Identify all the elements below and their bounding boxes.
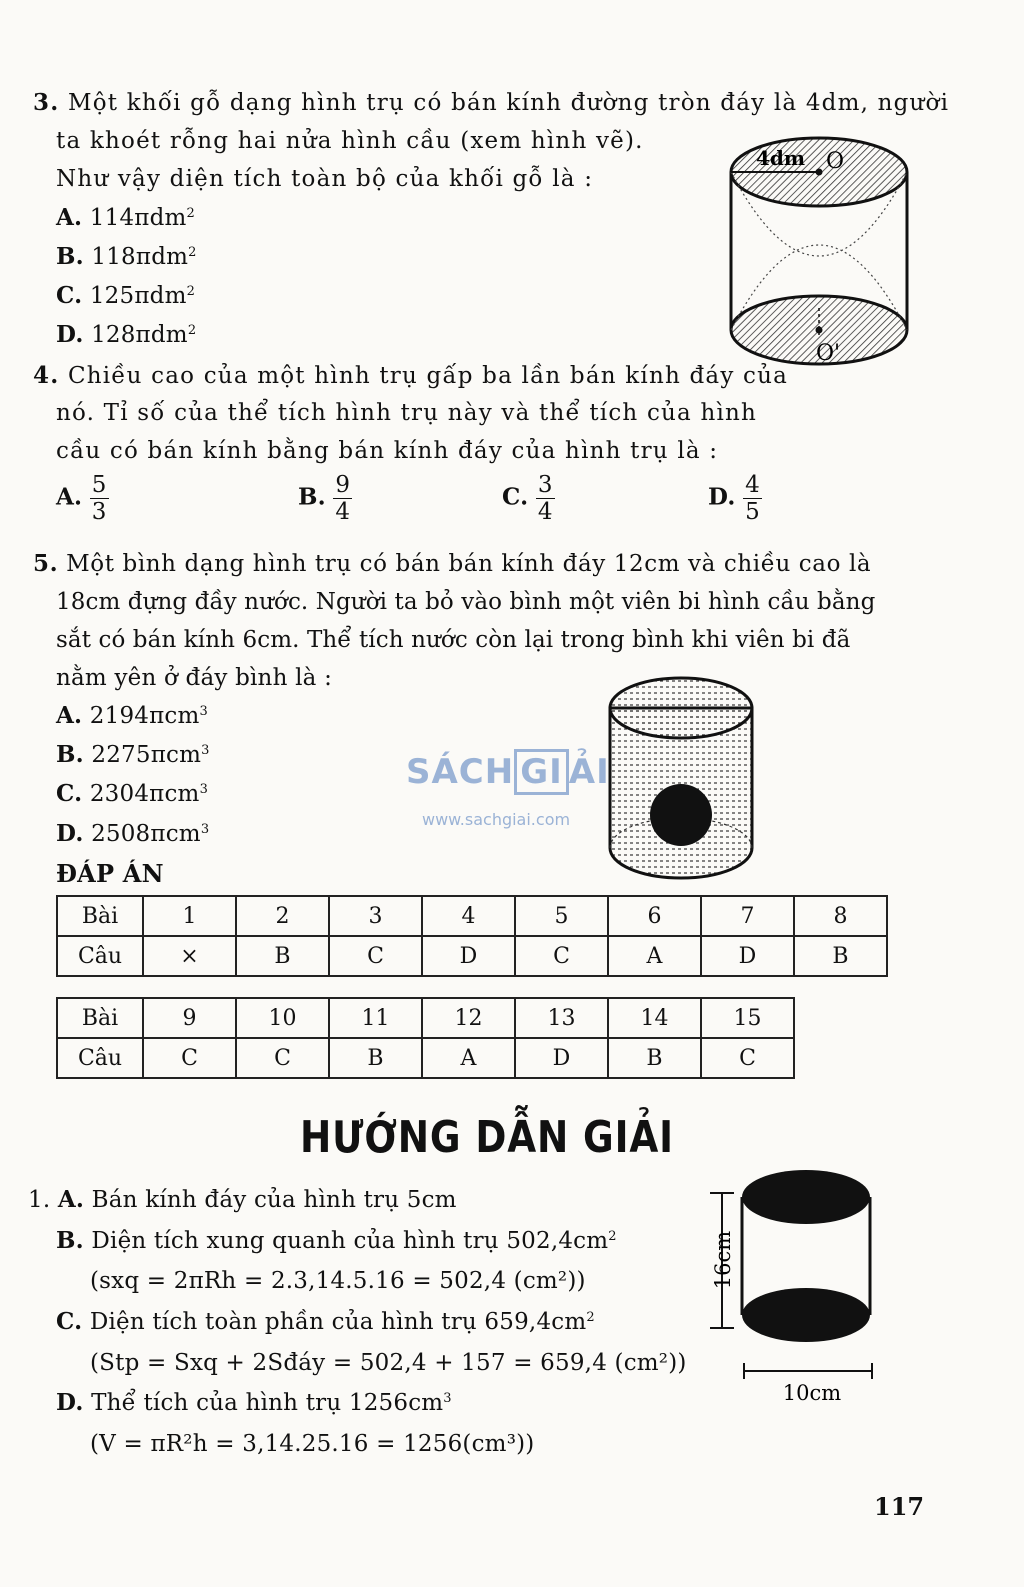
table-cell: 14 xyxy=(608,998,701,1038)
table-cell: D xyxy=(515,1038,608,1078)
table-row xyxy=(57,1038,794,1078)
table-cell: D xyxy=(701,936,794,976)
q4-line1 xyxy=(33,357,788,395)
table-row xyxy=(57,936,887,976)
q5-text-1: Một bình dạng hình trụ có bán bán kính đáy 12cm và chiều cao là xyxy=(66,551,872,577)
table-cell: A xyxy=(608,936,701,976)
q4-option-b: B. $\frac{9}{4}$ xyxy=(298,472,351,525)
q3-line3: Như vậy diện tích toàn bộ của khối gỗ là : xyxy=(56,166,594,192)
table-cell: 2 xyxy=(236,896,329,936)
iron-ball xyxy=(650,784,712,846)
table-cell: 5 xyxy=(515,896,608,936)
guide-item-a: 1. A. Bán kính đáy của hình trụ 5cm xyxy=(28,1186,457,1213)
q4-line3: cầu có bán kính bằng bán kính đáy của hình trụ là : xyxy=(56,438,719,464)
table-cell: 1 xyxy=(143,896,236,936)
table-cell: × xyxy=(143,936,236,976)
table-cell: 10 xyxy=(236,998,329,1038)
table-cell: C xyxy=(236,1038,329,1078)
q4-text-1: Chiều cao của một hình trụ gấp ba lần bán kính đáy của xyxy=(67,363,789,389)
row-header: Bài xyxy=(57,998,143,1038)
table-cell: 15 xyxy=(701,998,794,1038)
table-row xyxy=(57,998,794,1038)
answer-table-2 xyxy=(56,997,795,1079)
height-label: 16cm xyxy=(711,1230,735,1290)
row-header: Bài xyxy=(57,896,143,936)
table-cell: 11 xyxy=(329,998,422,1038)
guide-title: HƯỚNG DẪN GIẢI xyxy=(300,1112,674,1163)
q3-line1 xyxy=(33,84,949,122)
guide-formula-b: (sxq = 2πRh = 2.3,14.5.16 = 502,4 (cm²)) xyxy=(90,1268,586,1294)
q4-option-c: C. $\frac{3}{4}$ xyxy=(502,472,553,525)
table-cell: 7 xyxy=(701,896,794,936)
q3-line2: ta khoét rỗng hai nửa hình cầu (xem hình vẽ). xyxy=(56,128,644,154)
bottom-center-label: O' xyxy=(816,341,841,366)
q4-line2: nó. Tỉ số của thể tích hình trụ này và thể tích của hình xyxy=(56,400,758,426)
guide-item-b: B. Diện tích xung quanh của hình trụ $502,4cm^2$ xyxy=(56,1227,617,1254)
q5-line1 xyxy=(33,545,871,583)
q3-option-d: D. 128πdm$^2$ xyxy=(56,321,197,348)
table-cell: 8 xyxy=(794,896,887,936)
q5-option-d: D. 2508πcm$^3$ xyxy=(56,820,210,847)
row-header: Câu xyxy=(57,936,143,976)
answers-heading: ĐÁP ÁN xyxy=(56,859,164,888)
table-cell: 3 xyxy=(329,896,422,936)
table-cell: 12 xyxy=(422,998,515,1038)
row-header: Câu xyxy=(57,1038,143,1078)
table-cell: C xyxy=(701,1038,794,1078)
table-cell: 6 xyxy=(608,896,701,936)
table-cell: B xyxy=(794,936,887,976)
q4-number: 4. xyxy=(33,362,60,389)
radius-label: 4dm xyxy=(756,146,806,170)
q5-option-b: B. 2275πcm$^3$ xyxy=(56,741,210,768)
table-row xyxy=(57,896,887,936)
page-number: 117 xyxy=(874,1492,925,1521)
table-cell: 13 xyxy=(515,998,608,1038)
table-cell: C xyxy=(143,1038,236,1078)
table-cell: B xyxy=(236,936,329,976)
hollow-cylinder-figure xyxy=(722,130,917,375)
width-label: 10cm xyxy=(782,1381,842,1405)
guide-item-c: C. Diện tích toàn phần của hình trụ $659,4cm^2$ xyxy=(56,1308,595,1335)
q5-line2: 18cm đựng đầy nước. Người ta bỏ vào bình một viên bi hình cầu bằng xyxy=(56,589,876,615)
q3-option-b: B. 118πdm$^2$ xyxy=(56,243,197,270)
q5-line3: sắt có bán kính 6cm. Thể tích nước còn lại trong bình khi viên bi đã xyxy=(56,627,851,653)
watermark-url: www.sachgiai.com xyxy=(422,810,571,829)
q3-option-a: A. 114πdm$^2$ xyxy=(56,204,196,231)
q5-line4: nằm yên ở đáy bình là : xyxy=(56,665,333,691)
water-cylinder-figure xyxy=(606,672,756,884)
table-cell: 4 xyxy=(422,896,515,936)
q4-option-d: D. $\frac{4}{5}$ xyxy=(708,472,760,525)
q4-option-a: A. $\frac{5}{3}$ xyxy=(56,472,107,525)
table-cell: B xyxy=(608,1038,701,1078)
table-cell: D xyxy=(422,936,515,976)
table-cell: A xyxy=(422,1038,515,1078)
q5-number: 5. xyxy=(33,550,59,577)
guide-item-d: D. Thể tích của hình trụ $1256cm^3$ xyxy=(56,1389,452,1416)
table-cell: B xyxy=(329,1038,422,1078)
q5-option-a: A. 2194πcm$^3$ xyxy=(56,702,209,729)
table-cell: C xyxy=(515,936,608,976)
guide-formula-d: (V = πR²h = 3,14.25.16 = 1256(cm³)) xyxy=(90,1431,535,1457)
table-cell: C xyxy=(329,936,422,976)
watermark-logo: SÁCH GI ẢI xyxy=(406,752,610,792)
q3-number: 3. xyxy=(33,89,60,116)
q3-option-c: C. 125πdm$^2$ xyxy=(56,282,196,309)
q5-option-c: C. 2304πcm$^3$ xyxy=(56,780,209,807)
solid-cylinder-figure xyxy=(700,1160,890,1410)
q3-text-1: Một khối gỗ dạng hình trụ có bán kính đường tròn đáy là 4dm, người xyxy=(67,90,950,116)
answer-table-1 xyxy=(56,895,888,977)
top-center-label: O xyxy=(826,149,845,174)
guide-formula-c: (Stp = Sxq + 2Sđáy = 502,4 + 157 = 659,4 (cm²)) xyxy=(90,1350,687,1376)
table-cell: 9 xyxy=(143,998,236,1038)
